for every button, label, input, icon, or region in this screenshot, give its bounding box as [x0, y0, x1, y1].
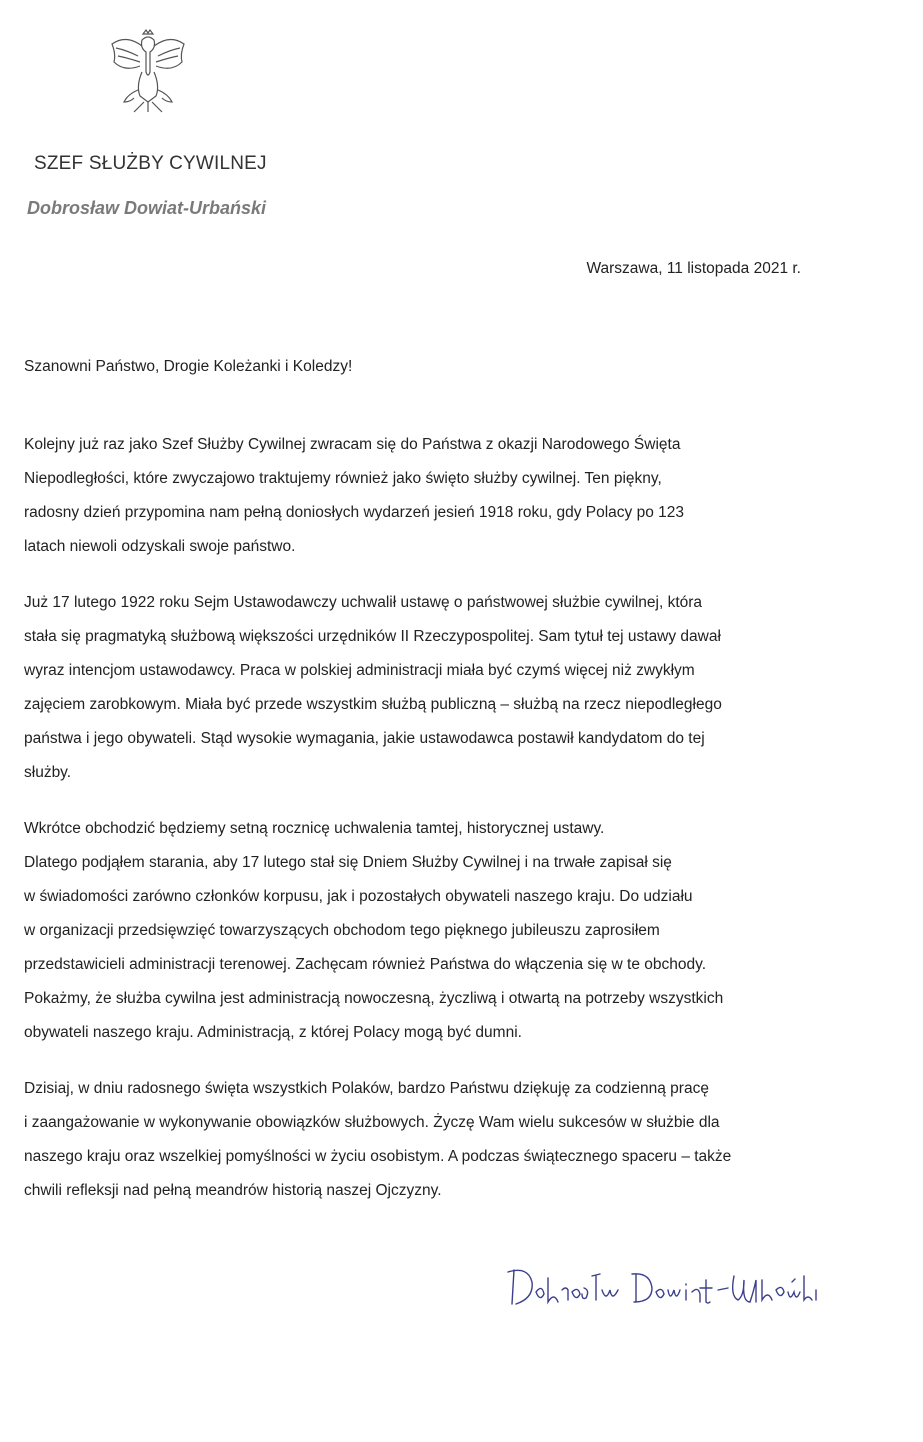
text-line: obywateli naszego kraju. Administracją, z której Polacy mogą być dumni. — [24, 1024, 522, 1041]
text-line: chwili refleksji nad pełną meandrów historią naszej Ojczyzny. — [24, 1182, 442, 1199]
text-line: radosny dzień przypomina nam pełną doniosłych wydarzeń jesień 1918 roku, gdy Polacy po 123 — [24, 504, 685, 521]
handwritten-signature — [500, 1258, 820, 1318]
text-line: zajęciem zarobkowym. Miała być przede wszystkim służbą publiczną – służbą na rzecz niepodległego — [24, 696, 722, 713]
text-line: służby. — [24, 764, 72, 781]
paragraph — [24, 428, 894, 564]
text-line: Niepodległości, które zwyczajowo traktujemy również jako święto służby cywilnej. Ten piękny, — [24, 470, 662, 487]
text-line: w świadomości zarówno członków korpusu, jak i pozostałych obywateli naszego kraju. Do udziału — [24, 888, 693, 905]
text-line: Pokażmy, że służba cywilna jest administracją nowoczesną, życzliwą i otwartą na potrzeby wszystkich — [24, 990, 724, 1007]
text-line: państwa i jego obywateli. Stąd wysokie wymagania, jakie ustawodawca postawił kandydatom do tej — [24, 730, 705, 747]
letter-body — [24, 428, 894, 1230]
paragraph — [24, 812, 894, 1050]
text-line: wyraz intencjom ustawodawcy. Praca w polskiej administracji miała być czymś więcej niż zwykłym — [24, 662, 695, 679]
paragraph — [24, 1072, 894, 1208]
text-line: w organizacji przedsięwzięć towarzyszących obchodom tego pięknego jubileuszu zaprosiłem — [24, 922, 660, 939]
greeting: Szanowni Państwo, Drogie Koleżanki i Koledzy! — [24, 358, 353, 375]
paragraph — [24, 586, 894, 790]
text-line: Kolejny już raz jako Szef Służby Cywilnej zwracam się do Państwa z okazji Narodowego Święta — [24, 436, 681, 453]
office-title: SZEF SŁUŻBY CYWILNEJ — [34, 153, 267, 174]
text-line: stała się pragmatyką służbową większości urzędników II Rzeczypospolitej. Sam tytuł tej ustawy dawał — [24, 628, 721, 645]
polish-eagle-emblem-icon — [108, 28, 188, 114]
letter-date: Warszawa, 11 listopada 2021 r. — [586, 260, 801, 277]
official-name: Dobrosław Dowiat-Urbański — [27, 198, 267, 218]
text-line: Dzisiaj, w dniu radosnego święta wszystkich Polaków, bardzo Państwu dziękuję za codzienną pracę — [24, 1080, 709, 1097]
text-line: naszego kraju oraz wszelkiej pomyślności w życiu osobistym. A podczas świątecznego spaceru – także — [24, 1148, 732, 1165]
text-line: Dlatego podjąłem starania, aby 17 lutego stał się Dniem Służby Cywilnej i na trwałe zapisał się — [24, 854, 672, 871]
text-line: latach niewoli odzyskali swoje państwo. — [24, 538, 296, 555]
text-line: i zaangażowanie w wykonywanie obowiązków służbowych. Życzę Wam wielu sukcesów w służbie dla — [24, 1114, 720, 1131]
text-line: Już 17 lutego 1922 roku Sejm Ustawodawczy uchwalił ustawę o państwowej służbie cywilnej, która — [24, 594, 703, 611]
text-line: Wkrótce obchodzić będziemy setną rocznicę uchwalenia tamtej, historycznej ustawy. — [24, 820, 605, 837]
text-line: przedstawicieli administracji terenowej. Zachęcam również Państwa do włączenia się w te obchody. — [24, 956, 707, 973]
